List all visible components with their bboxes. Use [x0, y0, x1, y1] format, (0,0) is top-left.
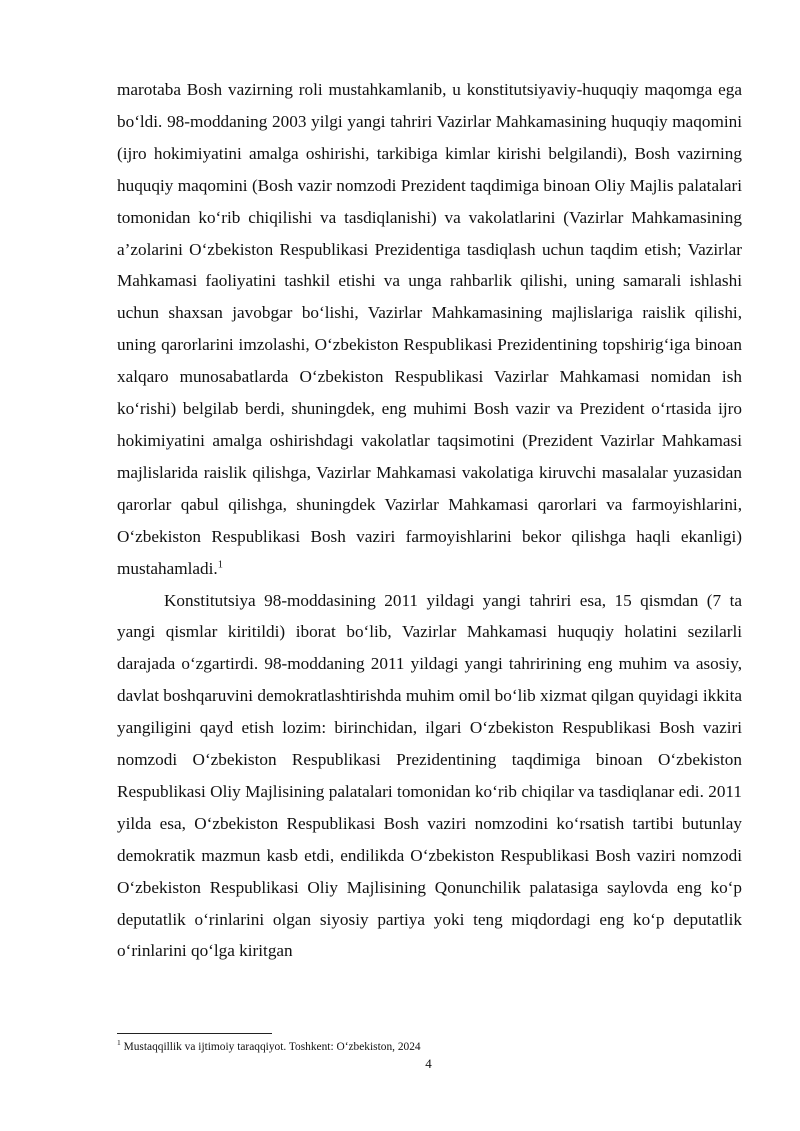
footnote-separator [117, 1033, 272, 1034]
footnote [117, 1040, 742, 1055]
paragraph-text: marotaba Bosh vazirning roli mustahkamlanib, u konstitutsiyaviy-huquqiy maqomga ega bo‘ldi. 98-moddaning 2003 yilgi yangi tahriri Vazirlar Mahkamasining huquqiy maqomini (ijro hokimiyatini amalga oshirishi, tarkibiga kimlar kirishi belgilandi), Bosh vazirning huquqiy maqomini (Bosh vazir nomzodi Prezident taqdimiga binoan Oliy Majlis palatalari tomonidan ko‘rib chiqilishi va tasdiqlanishi) va vakolatlarini (Vazirlar Mahkamasining a’zolarini O‘zbekiston Respublikasi Prezidentiga tasdiqlash uchun taqdim etish; Vazirlar Mahkamasi faoliyatini tashkil etishi va unga rahbarlik qilishi, uning samarali ishlashi uchun shaxsan javobgar bo‘lishi, Vazirlar Mahkamasining majlislariga raislik qilishi, uning qarorlarini imzolashi, O‘zbekiston Respublikasi Prezidentining topshirig‘iga binoan xalqaro munosabatlarda O‘zbekiston Respublikasi Vazirlar Mahkamasi nomidan ish ko‘rishi) belgilab berdi, shuningdek, eng muhimi Bosh vazir va Prezident o‘rtasida ijro hokimiyatini amalga oshirishdagi vakolatlar taqsimotini (Prezident Vazirlar Mahkamasi majlislarida raislik qilishga, Vazirlar Mahkamasi vakolatiga kiruvchi masalalar yuzasidan qarorlar qabul qilishga, shuningdek Vazirlar Mahkamasi qarorlari va farmoyishlarini, O‘zbekiston Respublikasi Bosh vaziri farmoyishlarini bekor qilishga haqli ekanligi) mustahamladi. [117, 80, 742, 578]
footnote-reference: 1 [217, 558, 223, 570]
footnote-text: Mustaqqillik va ijtimoiy taraqqiyot. Toshkent: O‘zbekiston, 2024 [123, 1041, 421, 1053]
paragraph [117, 74, 742, 585]
paragraph [117, 585, 742, 968]
page-number: 4 [425, 1056, 432, 1071]
body-text [117, 74, 742, 967]
paragraph-text: Konstitutsiya 98-moddasining 2011 yildagi yangi tahriri esa, 15 qismdan (7 ta yangi qismlar kiritildi) iborat bo‘lib, Vazirlar Mahkamasi huquqiy holatini sezilarli darajada o‘zgartirdi. 98-moddaning 2011 yildagi yangi tahririning eng muhim va asosiy, davlat boshqaruvini demokratlashtirishda muhim omil bo‘lib xizmat qilgan quyidagi ikkita yangiligini qayd etish lozim: birinchidan, ilgari O‘zbekiston Respublikasi Bosh vaziri nomzodi O‘zbekiston Respublikasi Prezidentining taqdimiga binoan O‘zbekiston Respublikasi Oliy Majlisining palatalari tomonidan ko‘rib chiqilar va tasdiqlanar edi. 2011 yilda esa, O‘zbekiston Respublikasi Bosh vaziri nomzodini ko‘rsatish tartibi butunlay demokratik mazmun kasb etdi, endilikda O‘zbekiston Respublikasi Bosh vaziri nomzodi O‘zbekiston Respublikasi Oliy Majlisining Qonunchilik palatasiga saylovda eng ko‘p deputatlik o‘rinlarini olgan siyosiy partiya yoki teng miqdordagi eng ko‘p deputatlik o‘rinlarini qo‘lga kiritgan [117, 590, 742, 961]
footnote-mark: 1 [117, 1038, 121, 1048]
